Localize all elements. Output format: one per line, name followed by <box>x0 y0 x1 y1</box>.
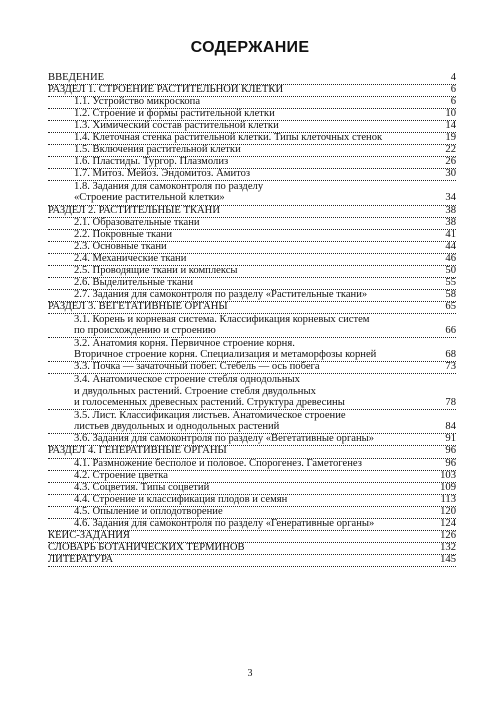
toc-entry-label: ЛИТЕРАТУРА <box>48 553 114 565</box>
toc-entry-label: РАЗДЕЛ 4. ГЕНЕРАТИВНЫЕ ОРГАНЫ <box>48 445 227 457</box>
toc-entry-label: 1.1. Устройство микроскопа <box>74 96 201 108</box>
toc-entry-page: 68 <box>445 349 456 361</box>
toc-entry-page: 38 <box>445 204 456 216</box>
toc-entry-page: 91 <box>445 433 456 445</box>
toc-entry-label: 4.2. Строение цветка <box>74 469 168 481</box>
toc-entry <box>48 302 456 314</box>
toc-entry <box>48 374 456 386</box>
toc-entry-label: Вторичное строение корня. Специализация и метаморфозы корней <box>74 349 377 361</box>
toc-entry-page: 6 <box>450 84 456 96</box>
toc-entry-label: РАЗДЕЛ 3. ВЕГЕТАТИВНЫЕ ОРГАНЫ <box>48 300 228 312</box>
toc-entry-label: 1.3. Химический состав растительной клетки <box>74 120 279 132</box>
toc-entry-label: 2.5. Проводящие ткани и комплексы <box>74 264 238 276</box>
toc-entry-label: 2.6. Выделительные ткани <box>74 276 194 288</box>
toc-entry-label: РАЗДЕЛ 2. РАСТИТЕЛЬНЫЕ ТКАНИ <box>48 204 220 216</box>
toc-entry-label: КЕЙС-ЗАДАНИЯ <box>48 529 130 541</box>
toc-entry-page: 55 <box>445 276 456 288</box>
toc-entry-page: 26 <box>445 156 456 168</box>
toc-entry-label: 1.4. Клеточная стенка растительной клетки. Типы клеточных стенок <box>74 132 383 144</box>
toc-entry-label: 1.8. Задания для самоконтроля по разделу <box>74 181 264 193</box>
toc-entry-label: 3.6. Задания для самоконтроля по разделу «Вегетативные органы» <box>74 433 375 445</box>
toc-entry <box>48 326 456 338</box>
toc-entry-label: и голосеменных древесных растений. Структура древесины <box>74 397 345 409</box>
toc-entry-page: 109 <box>440 481 456 493</box>
toc-entry-label: по происхождению и строению <box>74 324 216 336</box>
toc-entry-page: 126 <box>440 529 456 541</box>
toc-entry-label: СЛОВАРЬ БОТАНИЧЕСКИХ ТЕРМИНОВ <box>48 541 245 553</box>
toc-entry-label: 1.6. Пластиды. Тургор. Плазмолиз <box>74 156 229 168</box>
toc-entry-label: 2.7. Задания для самоконтроля по разделу «Растительные ткани» <box>74 288 368 300</box>
toc-entry-label: 3.3. Почка — зачаточный побег. Стебель — ось побега <box>74 361 320 373</box>
toc-entry-page: 30 <box>445 168 456 180</box>
toc-entry-page: 132 <box>440 541 456 553</box>
page-title: СОДЕРЖАНИЕ <box>190 39 310 56</box>
toc-entry-page: 46 <box>445 252 456 264</box>
toc-entry-page: 103 <box>440 469 456 481</box>
toc-entry-label: РАЗДЕЛ 1. СТРОЕНИЕ РАСТИТЕЛЬНОЙ КЛЕТКИ <box>48 84 284 96</box>
toc-entry-page: 96 <box>445 457 456 469</box>
toc-entry-label: и двудольных растений. Строение стебля двудольных <box>74 386 316 398</box>
toc-entry-page: 58 <box>445 288 456 300</box>
toc-entry <box>48 398 456 410</box>
toc-entry-page: 6 <box>450 96 456 108</box>
toc-entry-page: 38 <box>445 216 456 228</box>
toc-entry-page: 14 <box>445 120 456 132</box>
toc-entry-label: ВВЕДЕНИЕ <box>48 72 105 83</box>
toc-entry <box>48 555 456 567</box>
toc-entry-page: 34 <box>445 192 456 204</box>
toc-entry-page: 145 <box>440 553 456 565</box>
toc-entry-label: 4.5. Опыление и оплодотворение <box>74 505 223 517</box>
page-number: 3 <box>247 668 253 679</box>
toc-entry <box>48 362 456 374</box>
toc-entry-page: 50 <box>445 264 456 276</box>
toc-entry-label: 2.2. Покровные ткани <box>74 228 173 240</box>
toc-entry-page: 19 <box>445 132 456 144</box>
toc-entry-label: 3.4. Анатомическое строение стебля однодольных <box>74 374 300 386</box>
toc-entry-label: 2.1. Образовательные ткани <box>74 216 200 228</box>
toc-entry-label: «Строение растительной клетки» <box>74 192 225 204</box>
toc-entry-page: 65 <box>445 300 456 312</box>
toc-entry-page: 10 <box>445 108 456 120</box>
toc-entry-page: 22 <box>445 144 456 156</box>
toc-entry-label: 3.1. Корень и корневая система. Классификация корневых систем <box>74 313 370 325</box>
toc-entry-label: 3.5. Лист. Классификация листьев. Анатомическое строение <box>74 410 346 422</box>
toc-entry-page: 120 <box>440 505 456 517</box>
table-of-contents <box>48 73 456 567</box>
toc-entry-label: 4.3. Соцветия. Типы соцветий <box>74 481 210 493</box>
toc-entry-page: 84 <box>445 421 456 433</box>
toc-entry-label: 4.6. Задания для самоконтроля по разделу «Генеративные органы» <box>74 517 375 529</box>
toc-entry-label: листьев двудольных и однодольных растений <box>74 421 280 433</box>
toc-entry-page: 96 <box>445 445 456 457</box>
toc-entry-page: 113 <box>440 493 456 505</box>
toc-entry-label: 1.7. Митоз. Мейоз. Эндомитоз. Амитоз <box>74 168 251 180</box>
toc-entry-label: 3.2. Анатомия корня. Первичное строение корня. <box>74 338 295 350</box>
toc-entry-page: 73 <box>445 361 456 373</box>
toc-entry-label: 1.5. Включения растительной клетки <box>74 144 241 156</box>
toc-entry-label: 4.4. Строение и классификация плодов и семян <box>74 493 288 505</box>
toc-entry-page: 124 <box>440 517 456 529</box>
toc-entry-page: 41 <box>445 228 456 240</box>
toc-entry-page: 66 <box>445 324 456 336</box>
toc-entry-label: 4.1. Размножение бесполое и половое. Спорогенез. Гаметогенез <box>74 457 362 469</box>
toc-entry-page: 44 <box>445 240 456 252</box>
toc-entry-page: 4 <box>450 72 456 83</box>
toc-entry-label: 2.4. Механические ткани <box>74 252 187 264</box>
toc-entry-page: 78 <box>445 397 456 409</box>
toc-entry-label: 1.2. Строение и формы растительной клетки <box>74 108 275 120</box>
toc-entry-label: 2.3. Основные ткани <box>74 240 167 252</box>
toc-entry <box>48 169 456 181</box>
